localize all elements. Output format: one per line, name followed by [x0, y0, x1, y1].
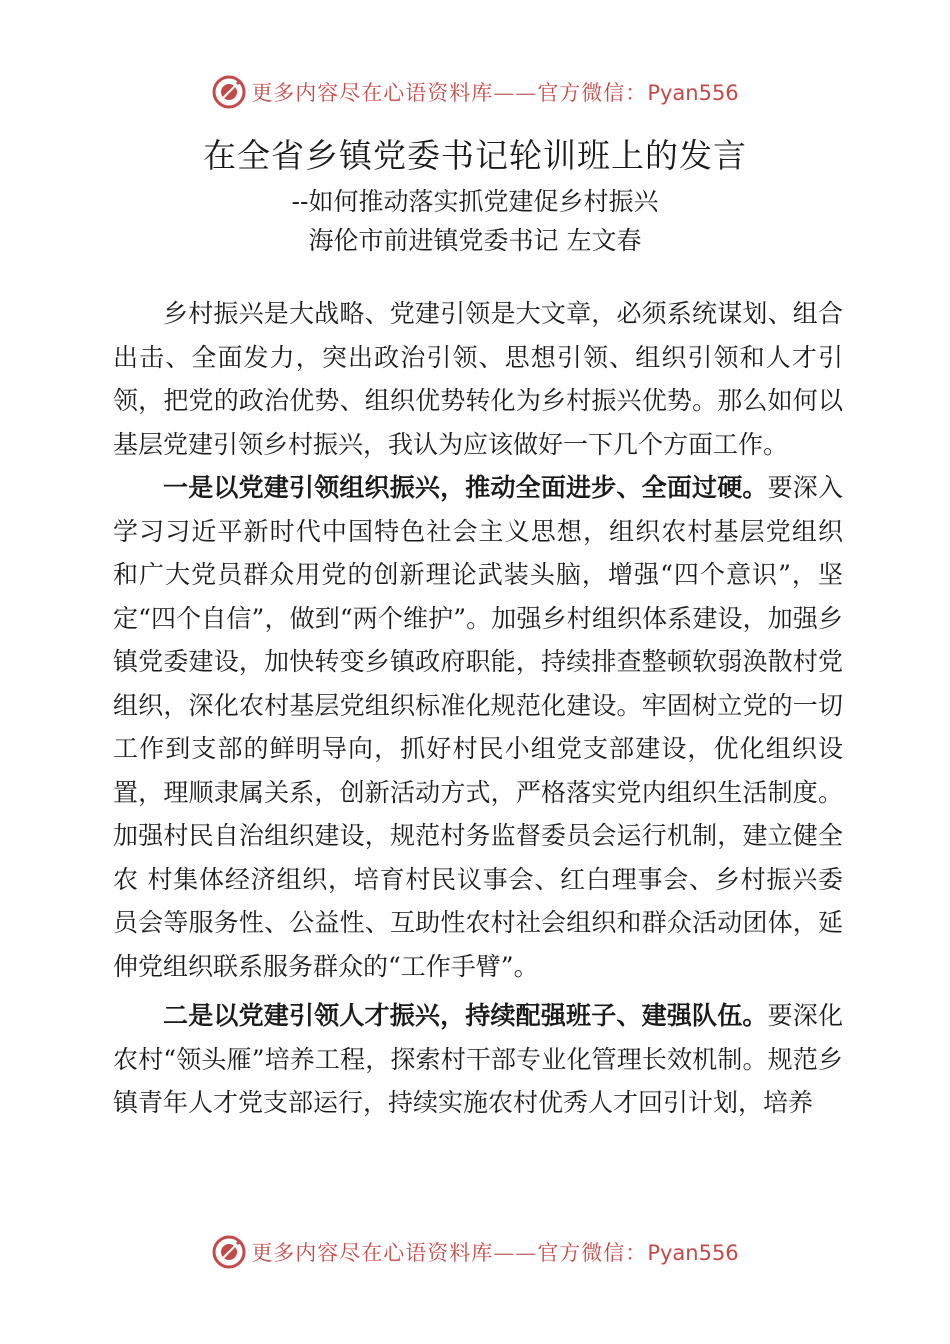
- paragraph-text: 乡村振兴是大战略、党建引领是大文章，必须系统谋划、组合出击、全面发力，突出政治引领、思想引领、组织引领和人才引领，把党的政治优势、组织优势转化为乡村振兴优势。那么如何以基层党建引领乡村振兴，我认为应该做好一下几个方面工作。: [113, 299, 843, 459]
- document-subtitle: --如何推动落实抓党建促乡村振兴: [291, 187, 659, 216]
- paragraph-intro: [113, 292, 843, 466]
- library-logo-icon: [211, 74, 247, 110]
- document-title: 在全省乡镇党委书记轮训班上的发言: [203, 136, 747, 175]
- watermark-text: [251, 1237, 738, 1267]
- watermark-header: [0, 72, 950, 112]
- watermark-separator: ——: [493, 81, 538, 105]
- document-author: 海伦市前进镇党委书记 左文春: [308, 226, 642, 255]
- paragraph-text: 要深化农村“领头雁”培养工程，探索村干部专业化管理长效机制。规范乡镇青年人才党支部运行，持续实施农村优秀人才回引计划，培养: [113, 1001, 843, 1117]
- watermark-wechat-id: Pyan556: [647, 1241, 739, 1265]
- paragraph-lead: 一是以党建引领组织振兴，推动全面进步、全面过硬。: [163, 473, 768, 502]
- watermark-footer: [0, 1232, 950, 1272]
- watermark-wechat-id: Pyan556: [647, 81, 739, 105]
- paragraph-lead: 二是以党建引领人才振兴，持续配强班子、建强队伍。: [163, 1001, 768, 1030]
- watermark-label: 官方微信：: [537, 1241, 648, 1265]
- library-logo-icon: [211, 1234, 247, 1270]
- watermark-separator: ——: [493, 1241, 538, 1265]
- document-body: [113, 292, 843, 1125]
- paragraph-organization: [113, 466, 843, 988]
- watermark-site: 更多内容尽在心语资料库: [251, 81, 494, 105]
- paragraph-text: 要深入学习习近平新时代中国特色社会主义思想，组织农村基层党组织 和广大党员群众用党的创新理论武装头脑，增强“四个意识”，坚定“四个自信”，做到“两个维护”。加强乡村组织体系建设，加强乡镇党委建设，加快转变乡镇政府职能，持续排查整顿软弱涣散村党组织，深化农村基层党组织标准化规范化建设。牢固树立党的一切工作到支部的鲜明导向，抓好村民小组党支部建设，优化组织设 置，理顺隶属关系，创新活动方式，严格落实党内组织生活制度。加强村民自治组织建设，规范村务监督委员会运行机制，建立健全农 村集体经济组织，培育村民议事会、红白理事会、乡村振兴委员会等服务性、公益性、互助性农村社会组织和群众活动团体，延伸党组织联系服务群众的“工作手臂”。: [113, 473, 843, 981]
- watermark-site: 更多内容尽在心语资料库: [251, 1241, 494, 1265]
- watermark-label: 官方微信：: [537, 81, 648, 105]
- paragraph-talent: [113, 994, 843, 1125]
- watermark-text: [251, 77, 738, 107]
